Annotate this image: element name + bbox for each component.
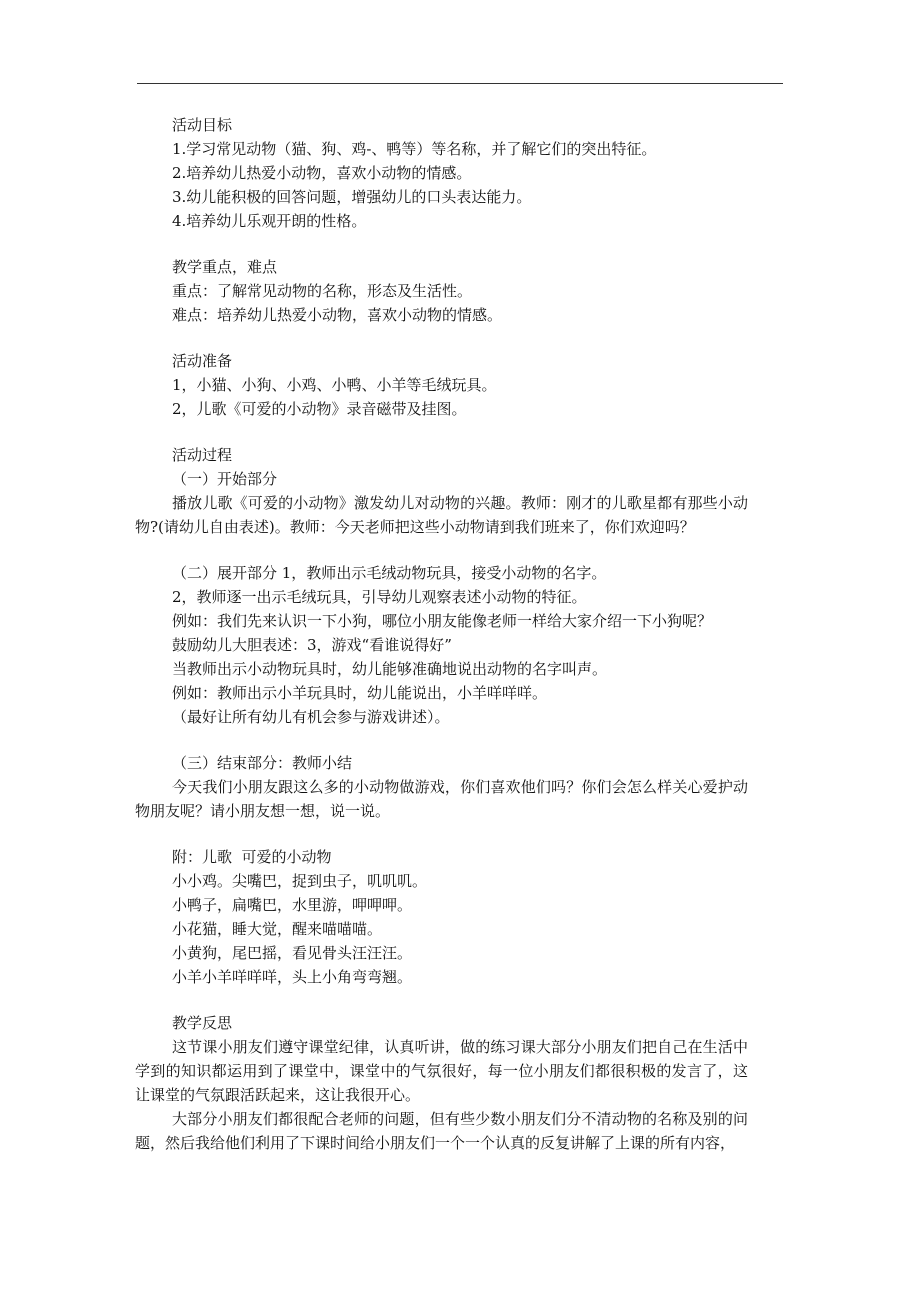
goal-item: 2.培养幼儿热爱小动物，喜欢小动物的情感。: [172, 164, 472, 182]
reflection-paragraph: 大部分小朋友们都很配合老师的问题，但有些少数小朋友们分不清动物的名称及别的问题，然后我给他们利用了下课时间给小朋友们一个一个认真的反复讲解了上课的所有内容，: [135, 1110, 748, 1152]
process-heading: 活动过程: [172, 446, 233, 464]
reflection-heading: 教学反思: [172, 1014, 233, 1032]
document-body: [135, 113, 784, 1155]
process-part2-line: （最好让所有幼儿有机会参与游戏讲述）。: [172, 708, 450, 726]
prep-item: 1，小猫、小狗、小鸡、小鸭、小羊等毛绒玩具。: [172, 376, 497, 394]
song-line: 小黄狗，尾巴摇，看见骨头汪汪汪。: [172, 944, 413, 962]
goal-item: 4.培养幼儿乐观开朗的性格。: [172, 212, 367, 230]
goals-heading: 活动目标: [172, 116, 233, 134]
prep-heading: 活动准备: [172, 352, 233, 370]
header-rule: [137, 83, 783, 84]
song-line: 小羊小羊咩咩咩，头上小角弯弯翘。: [172, 968, 413, 986]
process-part1-title: （一）开始部分: [172, 470, 278, 488]
process-part2-line: （二）展开部分 1，教师出示毛绒动物玩具，接受小动物的名字。: [172, 564, 607, 582]
process-part2-line: 例如：教师出示小羊玩具时，幼儿能说出，小羊咩咩咩。: [172, 684, 548, 702]
process-part3-text: 今天我们小朋友跟这么多的小动物做游戏，你们喜欢他们吗？你们会怎么样关心爱护动物朋友呢？请小朋友想一想，说一说。: [135, 778, 748, 820]
process-part1-text: 播放儿歌《可爱的小动物》激发幼儿对动物的兴趣。教师：刚才的儿歌星都有那些小动物?(请幼儿自由表述)。教师：今天老师把这些小动物请到我们班来了，你们欢迎吗？: [135, 494, 748, 536]
goal-item: 3.幼儿能积极的回答问题，增强幼儿的口头表达能力。: [172, 188, 532, 206]
focus-heading: 教学重点，难点: [172, 258, 278, 276]
process-part2-line: 2，教师逐一出示毛绒玩具，引导幼儿观察表述小动物的特征。: [172, 588, 587, 606]
reflection-paragraph: 这节课小朋友们遵守课堂纪律，认真听讲，做的练习课大部分小朋友们把自己在生活中学到的知识都运用到了课堂中，课堂中的气氛很好，每一位小朋友们都很积极的发言了，这让课堂的气氛跟活跃起来，这让我很开心。: [135, 1038, 748, 1104]
process-part2-line: 例如：我们先来认识一下小狗，哪位小朋友能像老师一样给大家介绍一下小狗呢？: [172, 612, 713, 630]
process-part3-title: （三）结束部分：教师小结: [172, 754, 353, 772]
goal-item: 1.学习常见动物（猫、狗、鸡-、鸭等）等名称，并了解它们的突出特征。: [172, 140, 657, 158]
prep-item: 2，儿歌《可爱的小动物》录音磁带及挂图。: [172, 400, 467, 418]
song-line: 小鸭子，扁嘴巴，水里游，呷呷呷。: [172, 896, 413, 914]
song-heading: 附：儿歌 可爱的小动物: [172, 848, 332, 866]
focus-difficulty: 难点：培养幼儿热爱小动物，喜欢小动物的情感。: [172, 306, 503, 324]
song-line: 小花猫，睡大觉，醒来喵喵喵。: [172, 920, 383, 938]
process-part2-line: 鼓励幼儿大胆表述：3，游戏“看谁说得好”: [172, 636, 452, 654]
process-part2-line: 当教师出示小动物玩具时，幼儿能够准确地说出动物的名字叫声。: [172, 660, 608, 678]
song-line: 小小鸡。尖嘴巴，捉到虫子，叽叽叽。: [172, 872, 428, 890]
focus-key: 重点：了解常见动物的名称，形态及生活性。: [172, 282, 473, 300]
